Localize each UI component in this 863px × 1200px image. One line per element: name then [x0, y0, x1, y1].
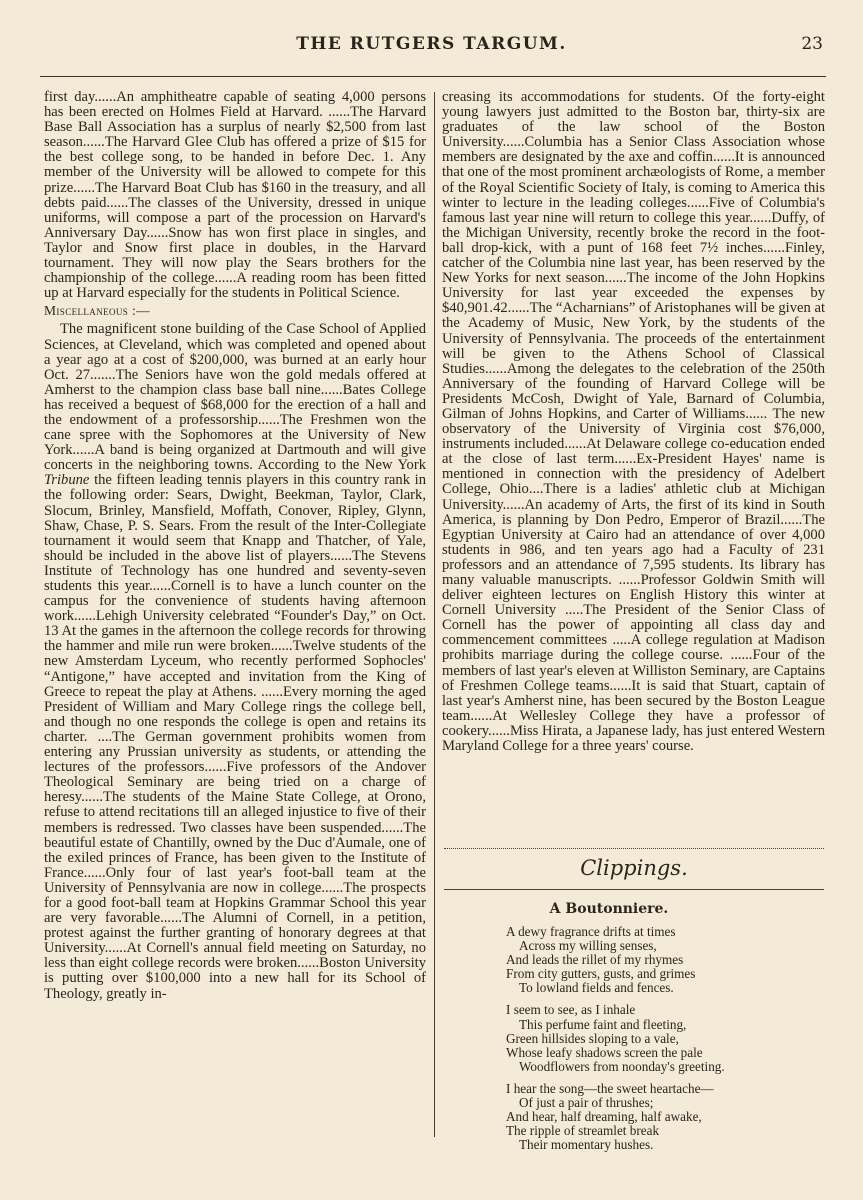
poem-line: The ripple of streamlet break — [506, 1123, 660, 1139]
poem-line: A dewy fragrance drifts at times — [506, 924, 676, 939]
poem-line: Their momentary hushes. — [519, 1137, 654, 1153]
college-notes-paragraph: creasing its accommodations for students. Of the forty-eight young lawyers just admitted to the Boston bar, thirty-six are graduates of the law school of the Boston University......Columbia has a Senior Class Association whose members are designated by the axe and coffin......It is announced that one of the most prominent archæologists of Rome, a member of the Royal Scientific Society of Italy, is coming to America this winter to lecture in the leading colleges......Five of Columbia's famous last year nine will return to college this year......Duffy, of the Michigan University, recently broke the record in the foot-ball drop-kick, with a punt of 168 feet 7½ inches......Finley, catcher of the Columbia nine last year, has been reserved by the New Yorks for next season......The income of the John Hopkins University for last year exceeded the expenses by $40,901.42......The “Acharnians” of Aristophanes will be given at the Academy of Music, New York, by the students of the University of Pennsylvania. The proceeds of the entertainment will be given to the Athens School of Classical Studies......Among the delegates to the celebration of the 250th Anniversary of the founding of Harvard College will be Presidents McCosh, Dwight of Yale, Barnard of Columbia, Gilman of Johns Hopkins, and Carter of Williams...... The new observatory of the University of Virginia cost $76,000, instruments included......At Delaware college co-education ended at the close of last term......Ex-President Hayes' name is mentioned in connection with the presidency of Adelbert College, Ohio....There is a ladies' athletic club at Michigan University......An academy of Arts, the first of its kind in South America, is planning by Don Pedro, Emperor of Brazil......The Egyptian University at Cairo had an attendance of over 4,000 students in 986, and ten years ago had a Faculty of 231 professors and an attendance of 7,595 students. Its library has many valuable manuscripts. ......Professor Goldwin Smith will deliver eighteen lectures on English History this winter at Cornell University .....The President of the Senior Class of Cornell has the power of appointing all class day and commencement committees .....A college regulation at Madison prohibits marriage during the college course. ......Four of the members of last year's eleven at Williston Seminary, are Captains of Freshmen College teams......It is said that Stuart, captain of last year's Amherst nine, has been secured by the Boston League team......At Wellesley College they have a professor of cookery......Miss Hirata, a Japanese lady, has just entered Western Maryland College for a three years' course. — [442, 89, 826, 755]
poem-line: Woodflowers from noonday's greeting. — [519, 1058, 725, 1074]
poem-line: Across my willing senses, — [519, 938, 657, 954]
poem-stanza — [506, 925, 806, 995]
poem-stanza — [506, 1003, 806, 1073]
poem-line: Green hillsides sloping to a vale, — [506, 1030, 679, 1046]
section-heading-miscellaneous: Miscellaneous :— — [44, 303, 151, 319]
poem-line: And leads the rillet of my rhymes — [506, 952, 684, 968]
poem-line: I hear the song—the sweet heartache— — [506, 1080, 714, 1096]
harvard-notes-paragraph: first day......An amphitheatre capable of seating 4,000 persons has been erected on Holmes Field at Harvard. ......The Harvard Base Ball Association has a surplus of nearly $2,500 from last season......The Harvard Glee Club has offered a prize of $15 for the best college song, to be handed in before Dec. 1. Any member of the University will be allowed to compete for this prize......The Harvard Boat Club has $160 in the treasury, and all debts paid......The classes of the University, dressed in unique uniforms, will compose a part of the procession on Harvard's Anniversary Day......Snow has won first place in singles, and Taylor and Snow first place in doubles, in the Harvard tournament. They will now play the Sears brothers for the championship of the college......A reading room has been fitted up at Harvard especially for the students in Political Science. — [44, 89, 426, 302]
poem-line: To lowland fields and fences. — [519, 980, 674, 996]
tribune-italic: Tribune — [44, 472, 90, 489]
clippings-rule — [444, 889, 824, 890]
poem-line: This perfume faint and fleeting, — [519, 1016, 687, 1032]
miscellaneous-text-a: The magnificent stone building of the Case School of Applied Sciences, at Cleveland, which was completed and opened about a year ago at a cost of $200,000, was burned at an early hour Oct. 27.......The Seniors have won the gold medals offered at Amherst to the champion class base ball nine......Bates College has received a bequest of $68,000 for the erection of a hall and the endowment of a professorship......The Freshmen won the cane spree with the Sophomores at the University of New York......A band is being organized at Dartmouth and will give concerts in the neighboring towns. According to the New York — [44, 321, 426, 474]
poem-line: From city gutters, gusts, and grimes — [506, 966, 696, 982]
running-title: THE RUTGERS TARGUM. — [296, 34, 567, 54]
left-column — [44, 90, 426, 1002]
dotted-separator — [444, 848, 824, 849]
poem-line: Whose leafy shadows screen the pale — [506, 1044, 703, 1060]
miscellaneous-text-b: the fifteen leading tennis players in this country rank in the following order: Sears, Dwight, Beekman, Taylor, Clark, Slocum, Brinley, Mansfield, Moffath, Conover, Ripley, Glynn, Shaw, Chase, P. S. Sears. From the result of the Inter-Collegiate tournament it would seem that Knapp and Thatcher, of Yale, should be included in the above list of players......The Stevens Institute of Technology has one hundred and seventy-seven students this year......Cornell is to have a lunch counter on the campus for the convenience of students having afternoon work......Lehigh University celebrated “Founder's Day,” on Oct. 13 At the games in the afternoon the college records for throwing the hammer and mile run were broken......Twelve students of the new Amsterdam Lyceum, who recently performed Sophocles' “Antigone,” have accepted and invitation from the King of Greece to repeat the play at Athens. ......Every morning the aged President of William and Mary College rings the college bell, and though no one responds the college is open and retains its charter. ....The German government prohibits women from entering any Prussian university as students, or attending the lectures of the professors......Five professors of the Andover Theological Seminary are being tried on a charge of heresy......The students of the Maine State College, at Orono, refuse to attend recitations till an alleged injustice to five of their members is redressed. Two classes have been suspended......The beautiful estate of Chantilly, owned by the Duc d'Aumale, one of the exiled princes of France, has been given to the Institute of France......Only four of last year's foot-ball team at the University of Pennsylvania are now in college......The prospects for a good foot-ball team at Hopkins Grammar School this year are very favorable......The Alumni of Cornell, in a petition, protest against the further granting of honorary degrees at that University......At Cornell's annual field meeting on Saturday, no less than eight college records were broken......Boston University is putting over $100,000 into a new hall for its School of Theology, greatly in- — [44, 472, 426, 1002]
column-divider — [434, 92, 435, 1137]
page-number: 23 — [801, 34, 823, 54]
right-column — [442, 90, 825, 754]
poem-line: Of just a pair of thrushes; — [519, 1095, 654, 1111]
clippings-heading: Clippings. — [580, 856, 688, 880]
miscellaneous-paragraph — [44, 322, 426, 1001]
poem-line: And hear, half dreaming, half awake, — [506, 1109, 702, 1125]
page-header — [40, 34, 823, 60]
poem — [506, 925, 806, 1160]
poem-line: I seem to see, as I inhale — [506, 1002, 636, 1018]
header-rule — [40, 76, 826, 77]
poem-stanza — [506, 1082, 806, 1152]
poem-title: A Boutonniere. — [549, 901, 669, 917]
